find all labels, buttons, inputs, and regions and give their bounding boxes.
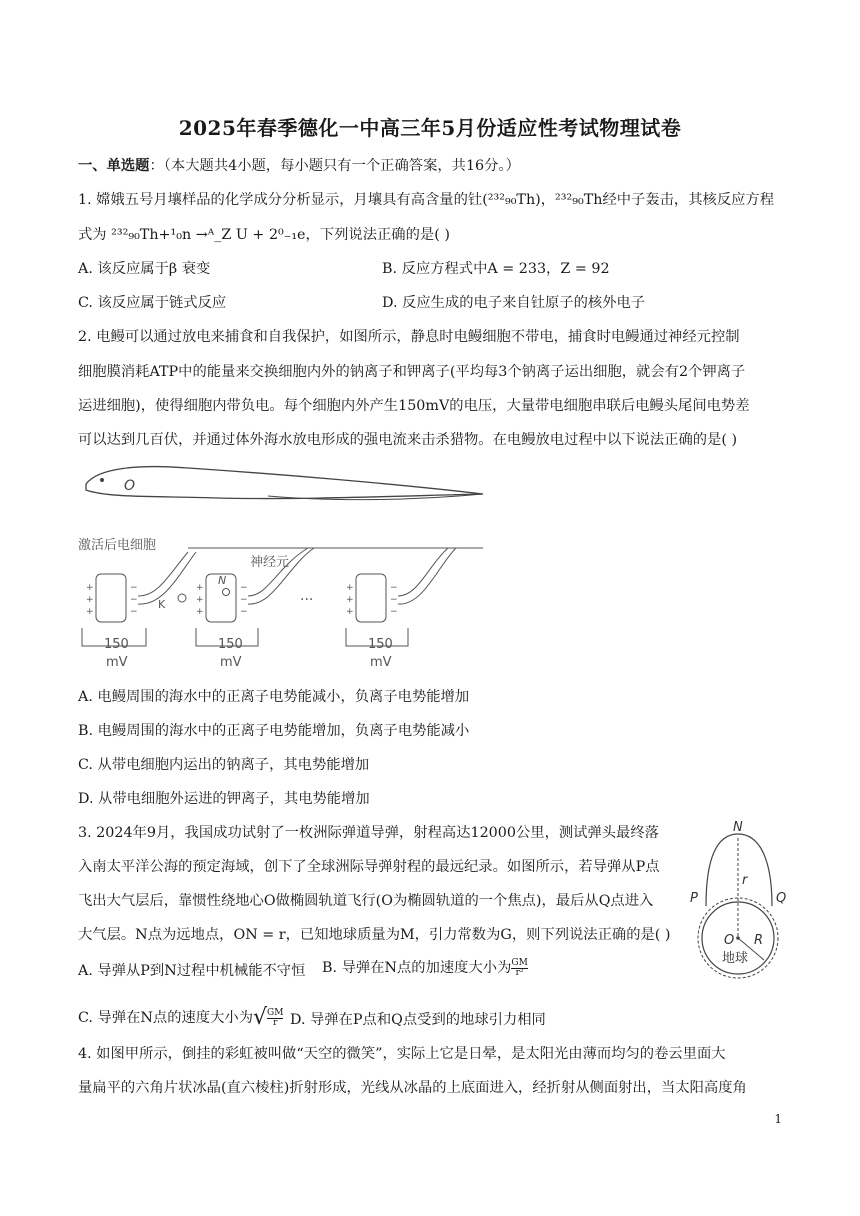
- fraction-gm-r2: [511, 959, 527, 978]
- q3-line-2: 入南太平洋公海的预定海域，创下了全球洲际导弹射程的最远纪录。如图所示，若导弹从P点: [78, 859, 660, 875]
- q2-option-b: B. 电鳗周围的海水中的正离子电势能增加，负离子电势能减小: [78, 723, 470, 739]
- page-title: 2025年春季德化一中高三年5月份适应性考试物理试卷: [178, 116, 682, 140]
- q2-line-2: 细胞膜消耗ATP中的能量来交换细胞内外的钠离子和钾离子(平均每3个钠离子运出细胞，就会有2个钾离子: [78, 364, 746, 380]
- svg-text:−: −: [240, 583, 248, 593]
- q2-line-1: 2. 电鳗可以通过放电来捕食和自我保护，如图所示，静息时电鳗细胞不带电，捕食时电鳗通过神经元控制: [78, 329, 740, 345]
- q3-option-c-text: C. 导弹在N点的速度大小为: [78, 1010, 253, 1026]
- q3-option-b: [322, 958, 528, 978]
- eel-eye: [100, 478, 104, 482]
- q1-line-1: 1. 嫦娥五号月壤样品的化学成分分析显示，月壤具有高含量的钍(²³²₉₀Th)，²³²₉₀Th经中子轰击，其核反应方程: [78, 192, 775, 208]
- q2-option-a: A. 电鳗周围的海水中的正离子电势能减小，负离子电势能增加: [78, 689, 470, 705]
- svg-text:−: −: [130, 583, 138, 593]
- voltage-brackets: [82, 628, 408, 646]
- label-p: P: [690, 891, 698, 906]
- unit-2: mV: [220, 655, 242, 670]
- svg-text:−: −: [390, 595, 398, 605]
- q3-line-1: 3. 2024年9月，我国成功试射了一枚洲际弹道导弹，射程高达12000公里，测试弹头最终落: [78, 825, 659, 841]
- eel-label-o: O: [124, 478, 136, 494]
- voltage-1: 150: [104, 637, 129, 652]
- svg-text:+: +: [346, 607, 354, 617]
- q4-line-1: 4. 如图甲所示，倒挂的彩虹被叫做“天空的微笑”，实际上它是日晕，是太阳光由薄而均匀的卷云里面大: [78, 1046, 726, 1062]
- cell-1: [86, 552, 196, 622]
- svg-text:+: +: [196, 583, 204, 593]
- q1-line-2: 式为 ²³²₉₀Th+¹₀n →ᴬ_Z U + 2⁰₋₁e，下列说法正确的是( ): [78, 227, 450, 243]
- label-q: Q: [776, 891, 787, 906]
- label-r: r: [742, 873, 748, 888]
- q2-option-d: D. 从带电细胞外运进的钾离子，其电势能增加: [78, 791, 370, 807]
- label-o: O: [724, 933, 735, 948]
- svg-text:+: +: [86, 595, 94, 605]
- svg-text:+: +: [346, 583, 354, 593]
- na-ion: [223, 589, 230, 596]
- unit-3: mV: [370, 655, 392, 670]
- q3-option-b-text: B. 导弹在N点的加速度大小为: [322, 960, 512, 976]
- orbit-figure: [686, 820, 796, 980]
- q1-option-c: C. 该反应属于链式反应: [78, 295, 227, 311]
- svg-text:−: −: [390, 583, 398, 593]
- q3-option-a: A. 导弹从P到N过程中机械能不守恒: [78, 963, 306, 979]
- unit-1: mV: [106, 655, 128, 670]
- cells-label: 激活后电细胞: [78, 538, 157, 553]
- voltage-2: 150: [218, 637, 243, 652]
- eel-body: [86, 467, 483, 499]
- q2-line-4: 可以达到几百伏，并通过体外海水放电形成的强电流来击杀猎物。在电鳗放电过程中以下说法正确的是( ): [78, 432, 738, 448]
- svg-text:+: +: [346, 595, 354, 605]
- ellipsis: ···: [300, 592, 314, 608]
- section-header: [78, 156, 520, 176]
- q1-option-d: D. 反应生成的电子来自钍原子的核外电子: [382, 295, 646, 311]
- svg-text:+: +: [196, 595, 204, 605]
- q3-option-d: D. 导弹在P点和Q点受到的地球引力相同: [290, 1012, 546, 1028]
- label-n: N: [733, 820, 743, 835]
- q3-line-3: 飞出大气层后，靠惯性绕地心O做椭圆轨道飞行(O为椭圆轨道的一个焦点)，最后从Q点进入: [78, 893, 654, 909]
- cell-3: [346, 548, 456, 622]
- q1-option-b: B. 反应方程式中A = 233，Z = 92: [382, 261, 610, 277]
- svg-text:−: −: [130, 607, 138, 617]
- section-label: 一、单选题: [78, 158, 150, 174]
- label-earth: 地球: [722, 951, 749, 966]
- k-ion-label: K: [158, 598, 166, 611]
- page-number: 1: [774, 1112, 782, 1126]
- elliptical-orbit: [706, 834, 772, 906]
- q4-line-2: 量扁平的六角片状冰晶(直六棱柱)折射形成，光线从冰晶的上底面进入，经折射从侧面射出，当太阳高度角: [78, 1080, 747, 1096]
- svg-text:−: −: [390, 607, 398, 617]
- fraction-num-c: GM: [267, 1007, 284, 1018]
- q2-option-c: C. 从带电细胞内运出的钠离子，其电势能增加: [78, 757, 370, 773]
- q2-line-3: 运进细胞)，使得细胞内带负电。每个细胞内外产生150mV的电压，大量带电细胞串联后电鳗头尾间电势差: [78, 398, 750, 414]
- k-ion: [178, 594, 186, 602]
- q1-option-a: A. 该反应属于β 衰变: [78, 261, 211, 277]
- fraction-den: r²: [515, 967, 524, 978]
- neuron-label: 神经元: [250, 555, 290, 570]
- voltage-3: 150: [368, 637, 393, 652]
- svg-text:+: +: [196, 607, 204, 617]
- svg-text:−: −: [240, 607, 248, 617]
- fraction-num: GM: [511, 957, 528, 968]
- eel-figure: [78, 456, 488, 681]
- q3-line-4: 大气层。N点为远地点，ON = r，已知地球质量为M，引力常数为G，则下列说法正确的是( ): [78, 927, 671, 943]
- section-note: ：（本大题共4小题，每小题只有一个正确答案，共16分。）: [149, 158, 520, 174]
- svg-text:+: +: [86, 607, 94, 617]
- label-R: R: [754, 933, 764, 948]
- fraction-gm-r: [267, 1009, 283, 1028]
- q3-option-c: [78, 1005, 284, 1030]
- center-dot: [736, 936, 740, 940]
- svg-text:−: −: [240, 595, 248, 605]
- svg-text:−: −: [130, 595, 138, 605]
- fraction-den-c: r: [273, 1017, 278, 1028]
- na-ion-label: N: [218, 574, 227, 587]
- sqrt-sign: √: [253, 1005, 268, 1030]
- svg-text:+: +: [86, 583, 94, 593]
